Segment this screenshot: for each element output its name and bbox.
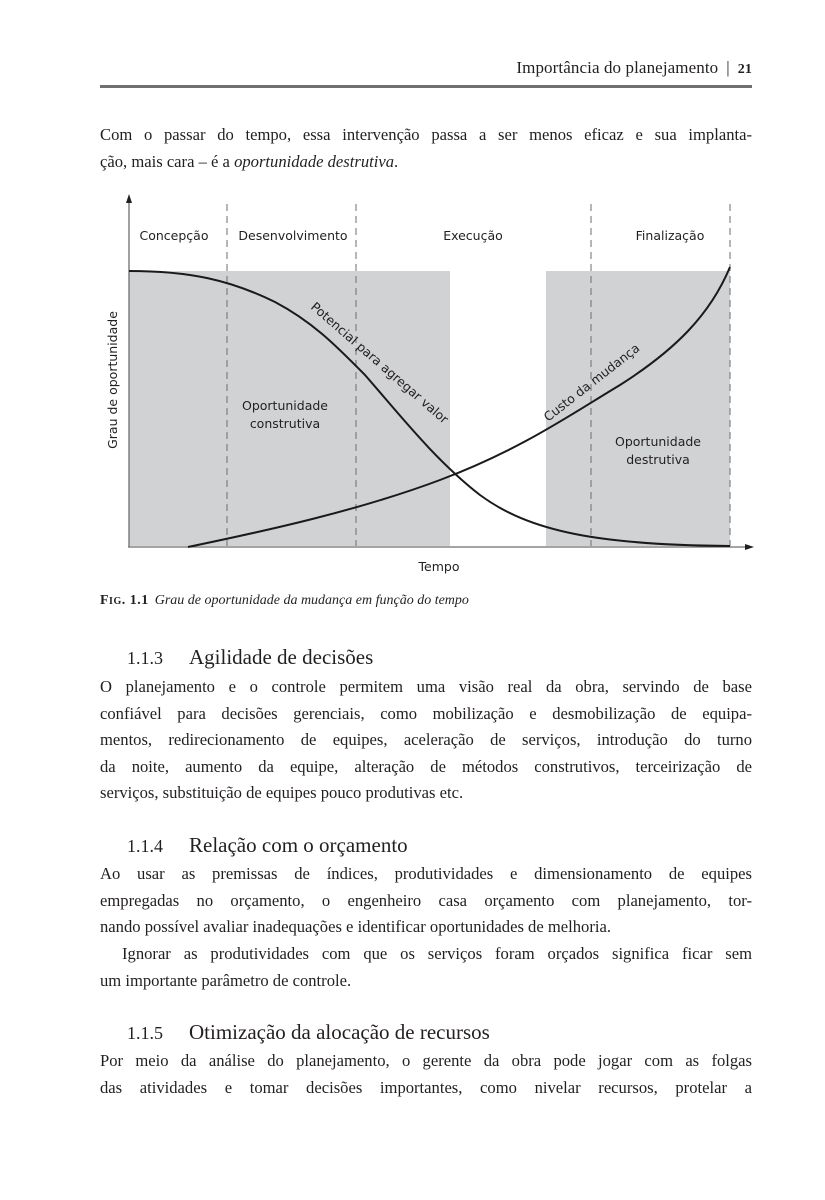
text-line: Por meio da análise do planejamento, o gerente da obra pode jogar com as folgas [100, 1051, 752, 1070]
region-label-destructive-line2: destrutiva [626, 452, 690, 467]
section-heading-1-1-4 [127, 833, 408, 858]
chart-svg [100, 190, 760, 585]
text-fragment: ção, mais cara – é a [100, 151, 235, 171]
header-rule [100, 85, 752, 88]
region-label-constructive-line2: construtiva [249, 416, 321, 431]
figure-opportunity-chart [100, 190, 760, 585]
section-1-1-3-paragraph [100, 674, 752, 807]
phase-label-finalizacao: Finalização [635, 228, 705, 243]
section-1-1-4-paragraph-2 [100, 941, 752, 994]
running-head-title: Importância do planejamento [516, 58, 719, 77]
region-label-constructive-line1: Oportunidade [242, 398, 328, 413]
running-head [100, 58, 752, 84]
text-line: da noite, aumento da equipe, alteração de métodos construtivos, terceirização de [100, 756, 752, 776]
section-1-1-5-paragraph [100, 1048, 752, 1101]
text-line: confiável para decisões gerenciais, como mobilização e desmobilização de equipa- [100, 703, 752, 723]
text-line: empregadas no orçamento, o engenheiro casa orçamento com planejamento, tor- [100, 890, 752, 910]
section-heading-1-1-5 [127, 1020, 490, 1045]
section-number: 1.1.4 [127, 836, 163, 856]
section-number: 1.1.5 [127, 1023, 163, 1043]
section-title: Relação com o orçamento [189, 833, 408, 857]
section-heading-1-1-3 [127, 645, 373, 670]
phase-label-desenvolvimento: Desenvolvimento [238, 228, 348, 243]
section-1-1-4-paragraph-1 [100, 861, 752, 941]
x-axis-arrow-icon [745, 544, 754, 550]
section-number: 1.1.3 [127, 648, 163, 668]
figure-caption [100, 593, 469, 609]
section-title: Otimização da alocação de recursos [189, 1020, 490, 1044]
text-line: Ao usar as premissas de índices, produtividades e dimensionamento de equipes [100, 864, 752, 883]
text-fragment: . [394, 151, 399, 171]
text-line [100, 149, 752, 176]
phase-label-execucao: Execução [443, 228, 503, 243]
text-line: nando possível avaliar inadequações e identificar oportunidades de melhoria. [100, 917, 611, 936]
figure-caption-text: Grau de oportunidade da mudança em função do tempo [154, 593, 469, 608]
figure-number: Fig. 1.1 [100, 593, 149, 608]
page-number: 21 [737, 62, 752, 77]
curve-label-change-cost: Custo da mudança [540, 340, 643, 425]
emphasis-text: oportunidade destrutiva [234, 151, 394, 171]
x-axis-label: Tempo [418, 559, 460, 574]
curve-label-value-potential: Potencial para agregar valor [308, 298, 452, 427]
text-line: Ignorar as produtividades com que os serviços foram orçados significa ficar sem [122, 944, 752, 963]
shaded-region-destructive [546, 271, 730, 546]
text-line: mentos, redirecionamento de equipes, aceleração de serviços, introdução do turno [100, 730, 752, 749]
text-line: serviços, substituição de equipes pouco produtivas etc. [100, 783, 464, 802]
running-head-separator: | [726, 58, 730, 77]
phase-label-concepcao: Concepção [139, 228, 209, 243]
text-line: das atividades e tomar decisões importantes, como nivelar recursos, protelar a [100, 1077, 752, 1097]
region-label-destructive-line1: Oportunidade [615, 434, 701, 449]
text-line: um importante parâmetro de controle. [100, 970, 352, 990]
intro-paragraph [100, 122, 752, 175]
y-axis-arrow-icon [126, 194, 132, 203]
text-line: Com o passar do tempo, essa intervenção passa a ser menos eficaz e sua implanta- [100, 125, 752, 144]
section-title: Agilidade de decisões [189, 645, 374, 669]
text-line: O planejamento e o controle permitem uma visão real da obra, servindo de base [100, 677, 752, 696]
y-axis-label: Grau de oportunidade [105, 311, 120, 449]
